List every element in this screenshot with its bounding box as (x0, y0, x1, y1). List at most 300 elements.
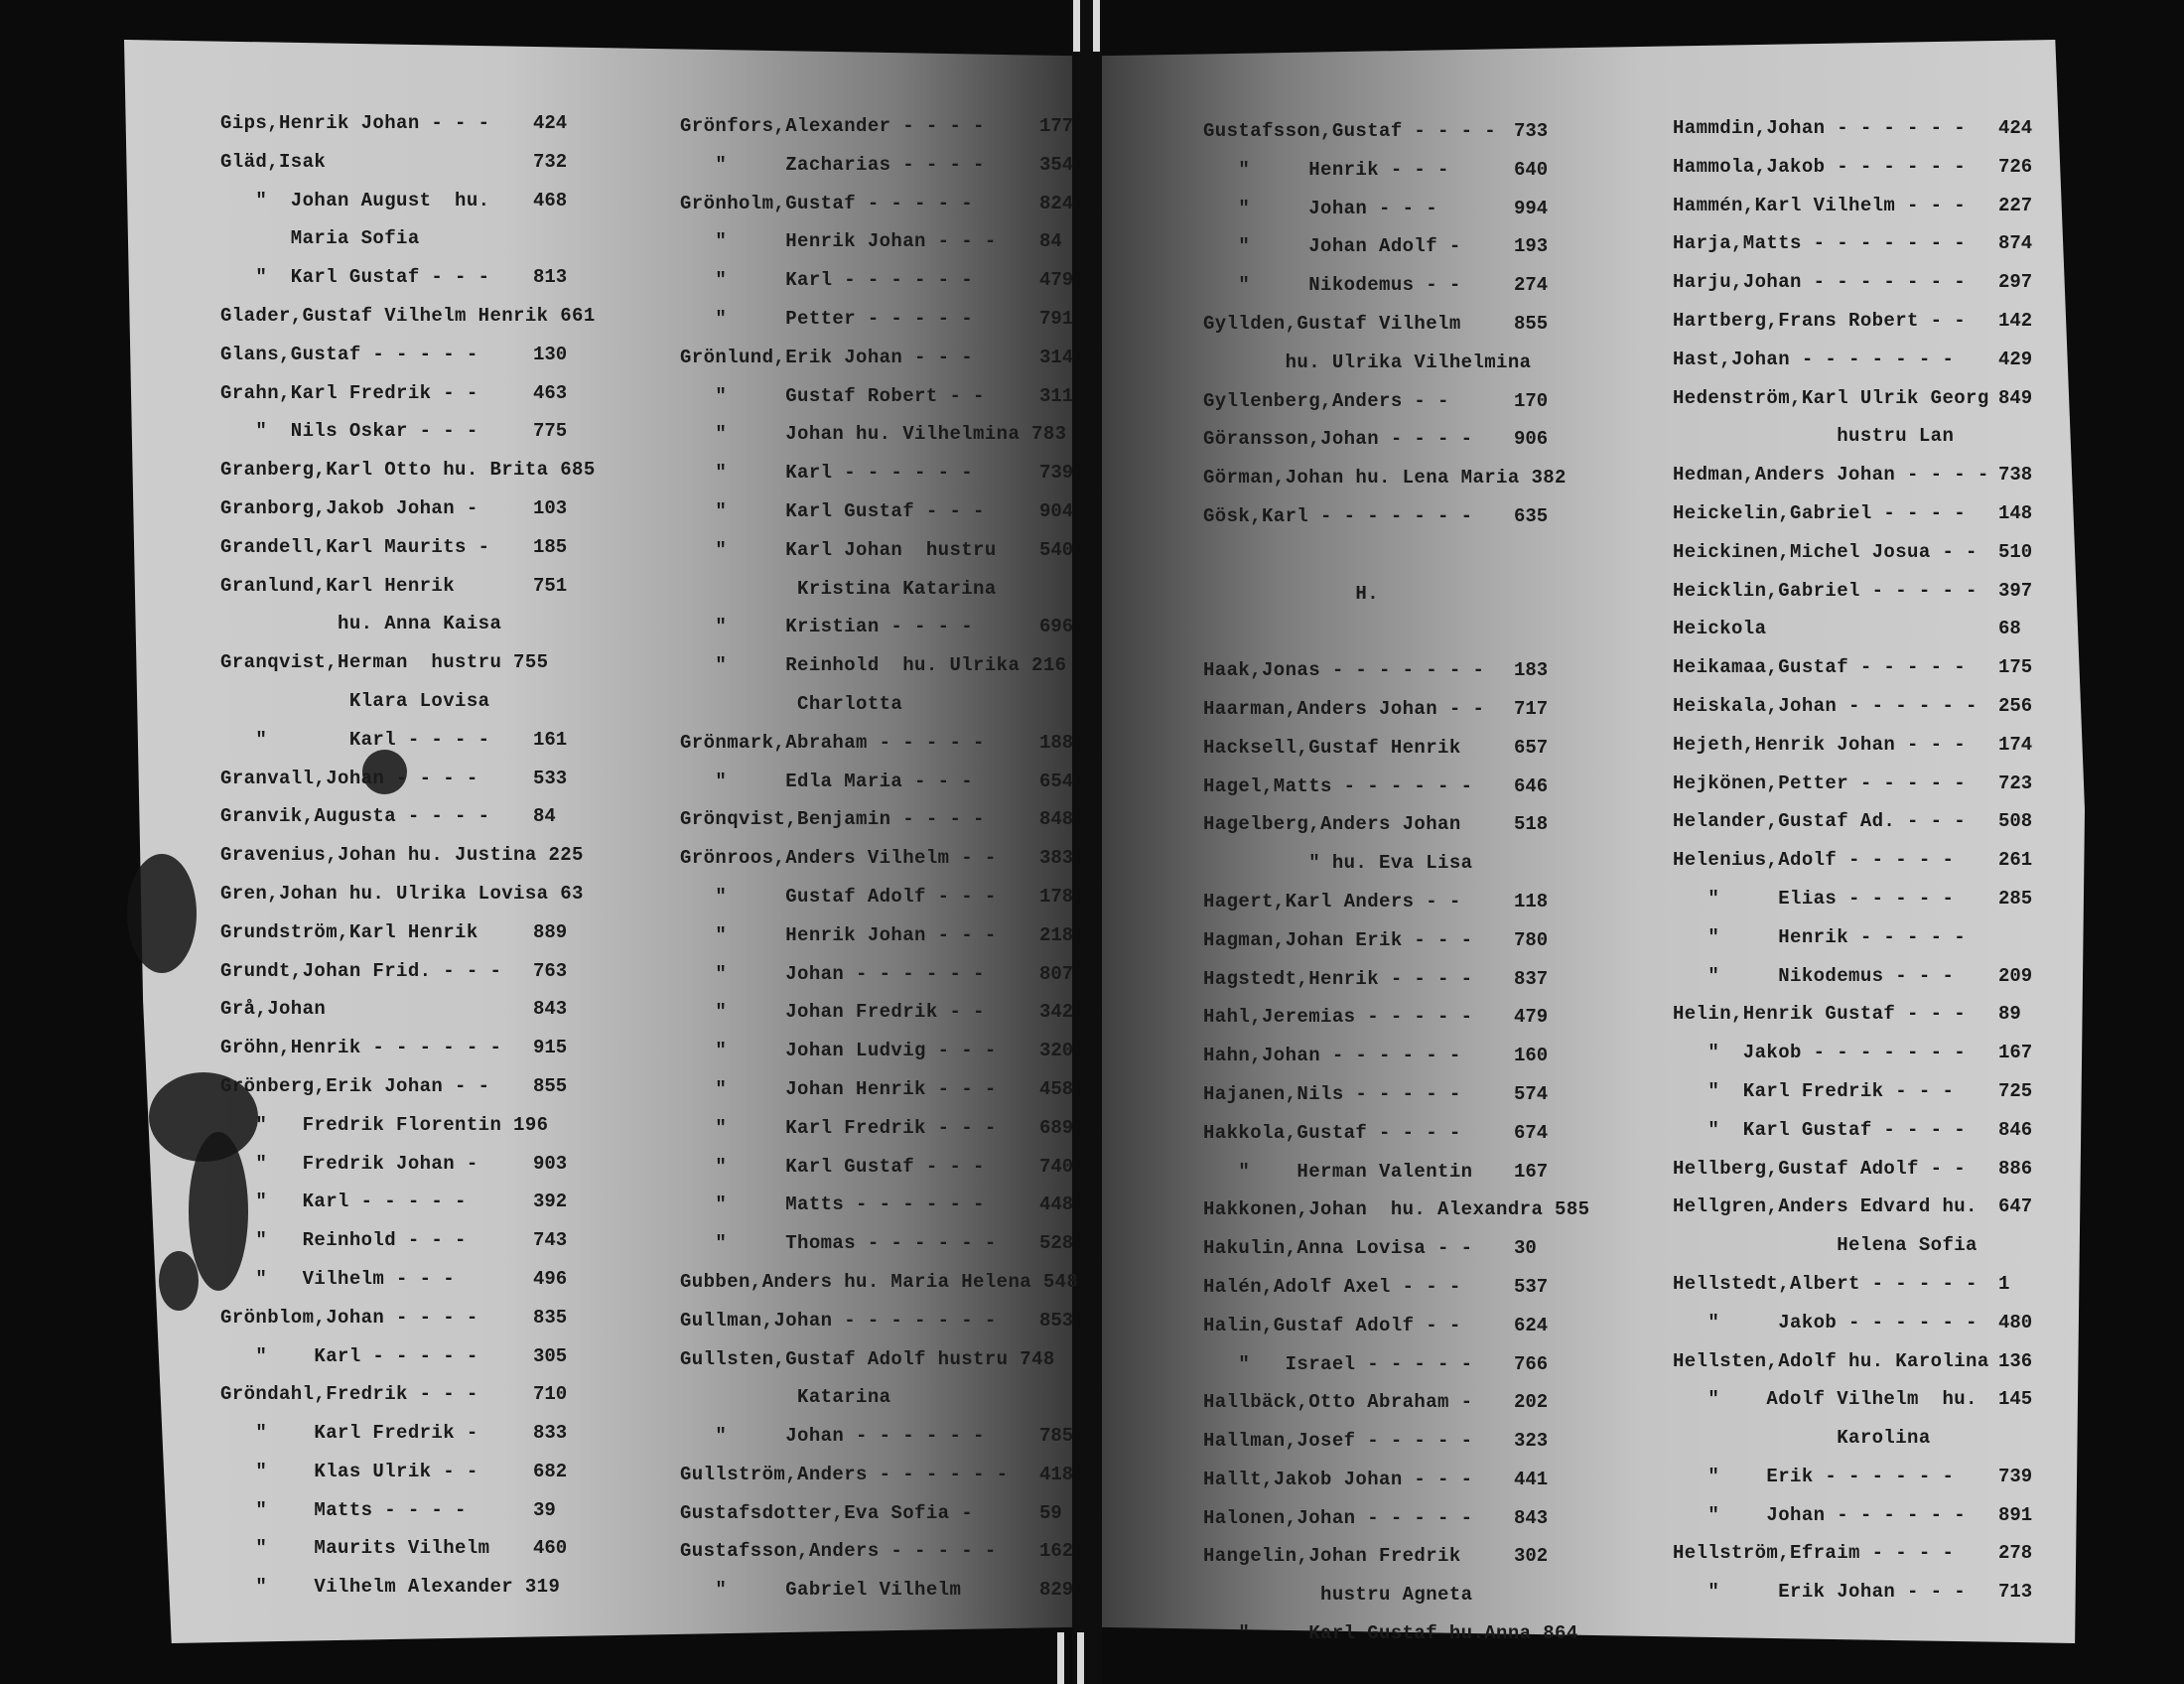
entry-name: " hu. Eva Lisa (1203, 852, 1473, 875)
entry-page-number: 314 (1039, 346, 1074, 368)
entry-name: " Petter - - - - - (680, 307, 974, 330)
index-entry (220, 104, 627, 143)
entry-name: Halonen,Johan - - - - - (1203, 1506, 1473, 1529)
entry-name: Klara Lovisa (220, 689, 490, 712)
entry-name: " Matts - - - - (220, 1498, 467, 1521)
entry-name: Görman,Johan hu. Lena Maria 382 (1203, 467, 1567, 490)
entry-name: Halin,Gustaf Adolf - - (1203, 1314, 1461, 1336)
index-entry (220, 605, 627, 643)
entry-name: Heiskala,Johan - - - - - - (1673, 694, 1978, 717)
entry-page-number: 740 (1039, 1155, 1074, 1178)
entry-name: H. (1203, 582, 1380, 605)
entry-name: Granvik,Augusta - - - - (220, 805, 490, 828)
entry-name: Grahn,Karl Fredrik - - (220, 381, 478, 404)
index-entry (1203, 536, 1600, 575)
entry-name: " Karl Gustaf - - - - (1673, 1118, 1967, 1141)
entry-name: Grönholm,Gustaf - - - - - (680, 192, 974, 214)
entry-name: " Nils Oskar - - - (220, 420, 478, 443)
entry-page-number: 342 (1039, 1001, 1074, 1024)
entry-name: Helander,Gustaf Ad. - - - (1673, 810, 1967, 833)
entry-page-number: 640 (1514, 158, 1549, 181)
entry-page-number: 889 (533, 920, 568, 943)
index-entry (1673, 109, 2040, 148)
entry-page-number: 193 (1514, 235, 1549, 258)
index-entry (1673, 379, 2040, 418)
index-column-c (1203, 112, 1600, 1653)
entry-name: " Johan - - - - - - (1673, 1503, 1967, 1526)
index-entry (1673, 533, 2040, 572)
entry-page-number: 646 (1514, 774, 1549, 797)
entry-page-number: 429 (1998, 348, 2033, 370)
index-entry (1203, 305, 1600, 344)
entry-name: Hejeth,Henrik Johan - - - (1673, 733, 1967, 756)
entry-name: " Nikodemus - - - (1673, 964, 1955, 987)
entry-name: " Gustaf Robert - - (680, 384, 985, 407)
entry-name: Halén,Adolf Axel - - - (1203, 1275, 1461, 1298)
index-entry (1203, 729, 1600, 768)
index-entry (1203, 844, 1600, 883)
entry-name: " Nikodemus - - (1203, 274, 1461, 297)
entry-name: Gubben,Anders hu. Maria Helena 548 (680, 1270, 1079, 1293)
index-entry (1673, 341, 2040, 379)
entry-page-number: 424 (1998, 117, 2033, 139)
index-entry (220, 1453, 627, 1491)
index-entry (680, 570, 1077, 609)
index-entry (680, 1494, 1077, 1533)
index-entry (1203, 1345, 1600, 1384)
index-entry (1203, 1075, 1600, 1114)
entry-name: " Johan - - - - - - (680, 1425, 985, 1448)
entry-page-number: 160 (1514, 1045, 1549, 1067)
index-entry (220, 490, 627, 528)
entry-name: " Karl - - - - - (220, 1344, 478, 1367)
entry-name: " Israel - - - - - (1203, 1352, 1473, 1375)
index-entry (1203, 420, 1600, 459)
index-entry (1203, 575, 1600, 614)
index-entry (680, 415, 1077, 454)
entry-name: " Karl Fredrik - (220, 1422, 478, 1445)
entry-name: " Elias - - - - - (1673, 887, 1955, 910)
index-entry (1203, 1114, 1600, 1153)
entry-name: Harju,Johan - - - - - - - (1673, 271, 1967, 294)
entry-page-number: 635 (1514, 504, 1549, 527)
entry-name: Hakkola,Gustaf - - - - (1203, 1121, 1461, 1144)
entry-page-number: 843 (533, 998, 568, 1021)
index-entry (220, 1106, 627, 1145)
entry-name: " Johan August hu. (220, 189, 490, 211)
index-entry (680, 1148, 1077, 1187)
entry-page-number: 167 (1514, 1160, 1549, 1183)
entry-page-number: 725 (1998, 1079, 2033, 1102)
index-entry (220, 297, 627, 336)
entry-name: Hajanen,Nils - - - - - (1203, 1082, 1461, 1105)
entry-page-number: 103 (533, 496, 568, 519)
entry-name: Hammola,Jakob - - - - - - (1673, 155, 1967, 178)
entry-page-number: 906 (1514, 428, 1549, 451)
index-entry (1203, 960, 1600, 999)
entry-page-number: 807 (1039, 962, 1074, 985)
entry-page-number: 392 (533, 1191, 568, 1213)
entry-page-number: 738 (1998, 464, 2033, 487)
entry-page-number: 383 (1039, 847, 1074, 870)
entry-name: Grönmark,Abraham - - - - - (680, 731, 985, 754)
entry-page-number: 118 (1514, 890, 1549, 912)
entry-page-number: 142 (1998, 309, 2033, 332)
entry-name: Helin,Henrik Gustaf - - - (1673, 1003, 1967, 1026)
entry-page-number: 84 (533, 805, 556, 828)
entry-name: hustru Agneta (1203, 1584, 1473, 1607)
entry-page-number: 833 (533, 1422, 568, 1445)
entry-page-number: 460 (533, 1537, 568, 1560)
entry-page-number: 297 (1998, 271, 2033, 294)
entry-name: " Klas Ulrik - - (220, 1460, 478, 1482)
index-entry (1203, 459, 1600, 497)
index-entry (680, 1224, 1077, 1263)
entry-page-number: 780 (1514, 928, 1549, 951)
index-entry (1203, 497, 1600, 536)
entry-page-number: 479 (1039, 269, 1074, 292)
index-entry (1203, 805, 1600, 844)
entry-page-number: 510 (1998, 540, 2033, 563)
entry-name: Grå,Johan (220, 998, 327, 1021)
entry-page-number: 354 (1039, 153, 1074, 176)
entry-name: Katarina (680, 1386, 891, 1409)
entry-page-number: 508 (1998, 810, 2033, 833)
index-entry (680, 763, 1077, 801)
index-entry (220, 143, 627, 182)
entry-page-number: 654 (1039, 770, 1074, 792)
index-entry (1203, 768, 1600, 806)
index-entry (1203, 690, 1600, 729)
entry-name: Kristina Katarina (680, 577, 997, 600)
entry-page-number: 480 (1998, 1311, 2033, 1333)
index-entry (1673, 224, 2040, 263)
entry-name: " Zacharias - - - - (680, 153, 985, 176)
index-entry (220, 1183, 627, 1221)
entry-page-number: 59 (1039, 1501, 1062, 1524)
entry-page-number: 775 (533, 420, 568, 443)
entry-name: Grönqvist,Benjamin - - - - (680, 808, 985, 831)
index-entry (220, 760, 627, 798)
index-entry (220, 528, 627, 567)
index-entry (1203, 1422, 1600, 1461)
index-entry (680, 724, 1077, 763)
entry-page-number: 710 (533, 1383, 568, 1406)
index-entry (220, 990, 627, 1029)
entry-name: Hellberg,Gustaf Adolf - - (1673, 1157, 1967, 1180)
index-entry (1203, 1499, 1600, 1538)
index-entry (1203, 921, 1600, 960)
index-entry (680, 993, 1077, 1032)
entry-name: Heickinen,Michel Josua - - (1673, 540, 1978, 563)
entry-page-number: 174 (1998, 733, 2033, 756)
entry-name: Grönblom,Johan - - - - (220, 1306, 478, 1329)
index-entry (220, 412, 627, 451)
entry-name: Hejkönen,Petter - - - - - (1673, 772, 1967, 794)
entry-page-number: 227 (1998, 194, 2033, 216)
index-entry (220, 1375, 627, 1414)
entry-page-number: 766 (1514, 1352, 1549, 1375)
entry-name: Grundt,Johan Frid. - - - (220, 959, 502, 982)
entry-name: Granberg,Karl Otto hu. Brita 685 (220, 459, 596, 482)
gutter-mark-top-left (1073, 0, 1080, 52)
ink-stain (159, 1251, 199, 1311)
index-entry (680, 531, 1077, 570)
index-entry (220, 643, 627, 682)
index-entry (1203, 112, 1600, 151)
index-entry (1673, 918, 2040, 957)
index-entry (220, 1145, 627, 1184)
entry-page-number: 813 (533, 266, 568, 289)
entry-name: " Reinhold hu. Ulrika 216 (680, 654, 1067, 677)
entry-name: " Karl Gustaf - - - (220, 266, 490, 289)
entry-name: " Jakob - - - - - - - (1673, 1042, 1967, 1064)
entry-page-number: 846 (1998, 1118, 2033, 1141)
index-entry (680, 1109, 1077, 1148)
entry-name: " Henrik - - - (1203, 158, 1449, 181)
index-entry (220, 1529, 627, 1568)
index-entry (1673, 1304, 2040, 1342)
index-entry (1673, 1150, 2040, 1189)
index-entry (1673, 726, 2040, 765)
entry-name: Gullsten,Gustaf Adolf hustru 748 (680, 1347, 1055, 1370)
index-entry (1673, 1226, 2040, 1265)
index-entry (1673, 1458, 2040, 1496)
entry-page-number: 837 (1514, 967, 1549, 990)
index-entry (1673, 1072, 2040, 1111)
index-column-b (680, 107, 1077, 1610)
index-entry (220, 682, 627, 721)
entry-name: Maria Sofia (220, 227, 420, 250)
entry-name: " Gustaf Adolf - - - (680, 885, 997, 908)
index-entry (220, 875, 627, 913)
entry-name: " Reinhold - - - (220, 1229, 467, 1252)
index-entry (1673, 456, 2040, 494)
index-entry (680, 916, 1077, 955)
entry-name: Hahl,Jeremias - - - - - (1203, 1006, 1473, 1029)
entry-page-number: 130 (533, 343, 568, 365)
index-entry (220, 797, 627, 836)
entry-name: " Johan Fredrik - - (680, 1001, 985, 1024)
entry-name: " Jakob - - - - - - (1673, 1311, 1978, 1333)
index-entry (1203, 227, 1600, 266)
entry-name: " Henrik - - - - - (1673, 925, 1967, 948)
index-entry (1673, 1188, 2040, 1226)
index-entry (680, 646, 1077, 685)
entry-page-number: 468 (533, 189, 568, 211)
entry-name: " Vilhelm - - - (220, 1267, 456, 1290)
entry-page-number: 458 (1039, 1077, 1074, 1100)
entry-name: Hellgren,Anders Edvard hu. (1673, 1195, 1978, 1218)
ink-stain (127, 854, 197, 973)
index-entry (680, 839, 1077, 878)
index-entry (1203, 344, 1600, 382)
index-entry (1673, 765, 2040, 803)
index-entry (1673, 687, 2040, 726)
index-entry (1673, 148, 2040, 187)
index-entry (1203, 1307, 1600, 1345)
entry-page-number: 302 (1514, 1545, 1549, 1568)
entry-page-number: 424 (533, 112, 568, 134)
index-entry (1673, 187, 2040, 225)
index-entry (680, 492, 1077, 531)
entry-page-number: 739 (1039, 462, 1074, 485)
index-entry (220, 336, 627, 374)
entry-name: Gustafsson,Gustaf - - - - (1203, 120, 1497, 142)
index-entry (680, 685, 1077, 724)
entry-name: Hangelin,Johan Fredrik (1203, 1545, 1461, 1568)
entry-name: Hammdin,Johan - - - - - - (1673, 117, 1967, 139)
index-entry (680, 1302, 1077, 1340)
entry-name: " Johan - - - (1203, 197, 1438, 219)
entry-page-number: 674 (1514, 1121, 1549, 1144)
entry-name: Gösk,Karl - - - - - - - (1203, 504, 1473, 527)
entry-name: Helenius,Adolf - - - - - (1673, 849, 1955, 872)
index-entry (1673, 1034, 2040, 1072)
entry-page-number: 829 (1039, 1579, 1074, 1602)
index-entry (220, 1067, 627, 1106)
entry-name: Gustafsdotter,Eva Sofia - (680, 1501, 974, 1524)
index-entry (1203, 1268, 1600, 1307)
entry-name: Heicklin,Gabriel - - - - - (1673, 579, 1978, 602)
index-entry (680, 261, 1077, 300)
entry-name: " Johan - - - - - - (680, 962, 985, 985)
entry-name: Hellstedt,Albert - - - - - (1673, 1272, 1978, 1295)
entry-page-number: 657 (1514, 736, 1549, 759)
entry-name: Hellström,Efraim - - - - (1673, 1542, 1955, 1565)
entry-page-number: 713 (1998, 1581, 2033, 1604)
entry-page-number: 848 (1039, 808, 1074, 831)
index-entry (680, 878, 1077, 916)
entry-page-number: 723 (1998, 772, 2033, 794)
entry-page-number: 84 (1039, 230, 1062, 253)
entry-page-number: 261 (1998, 849, 2033, 872)
entry-page-number: 739 (1998, 1465, 2033, 1487)
entry-name: " Maurits Vilhelm (220, 1537, 490, 1560)
entry-page-number: 785 (1039, 1425, 1074, 1448)
entry-page-number: 835 (533, 1306, 568, 1329)
index-entry (220, 567, 627, 606)
entry-name: Hagman,Johan Erik - - - (1203, 928, 1473, 951)
index-entry (1203, 883, 1600, 921)
entry-page-number: 278 (1998, 1542, 2033, 1565)
entry-name: " Thomas - - - - - - (680, 1232, 997, 1255)
index-entry (1673, 880, 2040, 918)
entry-page-number: 177 (1039, 115, 1074, 137)
entry-page-number: 647 (1998, 1195, 2033, 1218)
entry-name: " Johan hu. Vilhelmina 783 (680, 423, 1067, 446)
index-entry (1673, 610, 2040, 648)
index-entry (220, 913, 627, 952)
index-entry (1673, 841, 2040, 880)
index-entry (1673, 1111, 2040, 1150)
entry-name: Gullström,Anders - - - - - - (680, 1463, 1009, 1485)
entry-name: Grundström,Karl Henrik (220, 920, 478, 943)
entry-page-number: 145 (1998, 1388, 2033, 1411)
index-entry (220, 1491, 627, 1530)
entry-page-number: 733 (1514, 120, 1549, 142)
entry-name: " Johan Ludvig - - - (680, 1040, 997, 1062)
entry-name: Gyllenberg,Anders - - (1203, 389, 1449, 412)
entry-name: Gläd,Isak (220, 150, 327, 173)
entry-name: " Fredrik Florentin 196 (220, 1113, 549, 1136)
gutter-mark-bottom-left (1057, 1632, 1064, 1684)
entry-name: " Henrik Johan - - - (680, 923, 997, 946)
entry-name: Gips,Henrik Johan - - - (220, 112, 490, 134)
entry-page-number: 170 (1514, 389, 1549, 412)
entry-name: Hagel,Matts - - - - - - (1203, 774, 1473, 797)
index-entry (680, 1417, 1077, 1456)
index-entry (1203, 1191, 1600, 1229)
index-entry (1673, 648, 2040, 687)
entry-page-number: 791 (1039, 307, 1074, 330)
entry-page-number: 1 (1998, 1272, 2010, 1295)
entry-name: " Henrik Johan - - - (680, 230, 997, 253)
entry-page-number: 682 (533, 1460, 568, 1482)
index-entry (680, 454, 1077, 492)
entry-name: Grönfors,Alexander - - - - (680, 115, 985, 137)
index-entry (1203, 151, 1600, 190)
index-entry (1673, 263, 2040, 302)
index-entry (1673, 1573, 2040, 1612)
entry-name: Hedman,Anders Johan - - - - (1673, 464, 1989, 487)
index-column-d (1673, 109, 2040, 1612)
entry-name: Göransson,Johan - - - - (1203, 428, 1473, 451)
index-entry (1673, 957, 2040, 996)
entry-page-number: 763 (533, 959, 568, 982)
index-entry (680, 608, 1077, 646)
entry-name: " Karl - - - - - - (680, 269, 974, 292)
index-entry (220, 1414, 627, 1453)
entry-name: " Gabriel Vilhelm (680, 1579, 962, 1602)
entry-name: " Matts - - - - - - (680, 1193, 985, 1216)
index-entry (680, 955, 1077, 994)
index-entry (680, 800, 1077, 839)
entry-page-number: 323 (1514, 1430, 1549, 1453)
entry-name: " Fredrik Johan - (220, 1152, 478, 1175)
entry-name: " Erik - - - - - - (1673, 1465, 1955, 1487)
index-entry (1203, 266, 1600, 305)
gutter-mark-bottom-right (1077, 1632, 1084, 1684)
index-entry (1673, 1496, 2040, 1535)
entry-page-number: 915 (533, 1037, 568, 1059)
index-entry (1673, 1534, 2040, 1573)
index-entry (680, 1340, 1077, 1379)
entry-name: Hakulin,Anna Lovisa - - (1203, 1237, 1473, 1260)
entry-page-number: 178 (1039, 885, 1074, 908)
entry-name: Hast,Johan - - - - - - - (1673, 348, 1955, 370)
entry-page-number: 463 (533, 381, 568, 404)
index-entry (220, 1299, 627, 1337)
entry-page-number: 533 (533, 767, 568, 789)
index-entry (220, 451, 627, 490)
entry-name: Heickelin,Gabriel - - - - (1673, 501, 1967, 524)
entry-name: Helena Sofia (1673, 1234, 1978, 1257)
entry-page-number: 185 (533, 535, 568, 558)
index-column-a (220, 104, 627, 1607)
entry-name: " Karl - - - - - - (680, 462, 974, 485)
entry-name: Hahn,Johan - - - - - - (1203, 1045, 1461, 1067)
entry-page-number: 418 (1039, 1463, 1074, 1485)
entry-page-number: 855 (533, 1074, 568, 1097)
index-entry (1203, 651, 1600, 690)
entry-name: " Herman Valentin (1203, 1160, 1473, 1183)
entry-page-number: 540 (1039, 538, 1074, 561)
index-entry (1673, 417, 2040, 456)
entry-page-number: 574 (1514, 1082, 1549, 1105)
entry-name: " Karl Gustaf - - - (680, 1155, 985, 1178)
entry-page-number: 518 (1514, 813, 1549, 836)
